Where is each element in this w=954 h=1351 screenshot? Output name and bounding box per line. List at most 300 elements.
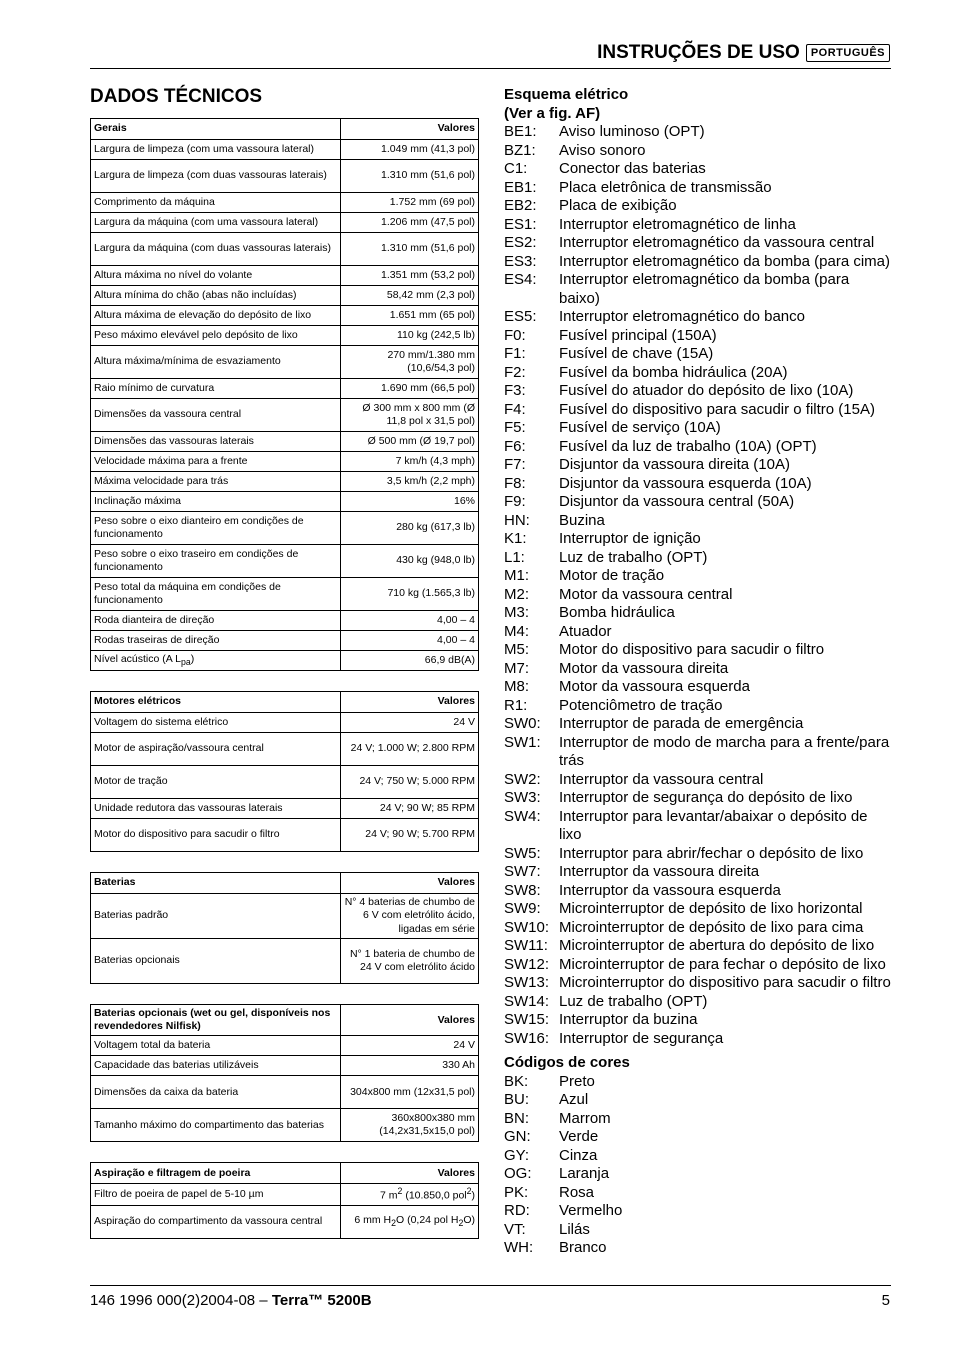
item-code: R1: — [504, 696, 528, 714]
header-rule — [90, 68, 891, 69]
item-description: Disjuntor da vassoura esquerda (10A) — [559, 474, 812, 492]
footer-reference — [90, 1292, 372, 1309]
spec-value: 7 $m^2$ (10.850,0 pol$^2$) — [341, 1184, 479, 1206]
item-description: Disjuntor da vassoura central (50A) — [559, 493, 795, 510]
list-item — [504, 1011, 894, 1030]
footer-rule — [90, 1285, 891, 1286]
item-code: SW14: — [504, 992, 550, 1010]
item-description: Aviso sonoro — [559, 141, 646, 159]
spec-label: Peso sobre o eixo dianteiro em condições de funcionamento — [91, 512, 341, 545]
table-row — [91, 472, 479, 492]
spec-table — [90, 118, 479, 671]
spec-label: Filtro de poeira de papel de 5-10 µm — [91, 1184, 341, 1206]
spec-label: Raio mínimo de curvatura — [91, 379, 341, 399]
spec-label: Rodas traseiras de direção — [91, 631, 341, 651]
list-item — [504, 919, 894, 938]
item-code: SW4: — [504, 807, 541, 825]
item-description: Fusível do dispositivo para sacudir o filtro (15A) — [559, 400, 875, 418]
item-description: Atuador — [559, 622, 612, 640]
list-item — [504, 993, 894, 1012]
spec-value: 16% — [341, 492, 479, 512]
page-header — [90, 40, 890, 66]
spec-value: 1.752 mm (69 pol) — [341, 193, 479, 213]
table-row — [91, 894, 479, 939]
spec-label: Motor do dispositivo para sacudir o filtro — [91, 819, 341, 852]
item-description: Disjuntor da vassoura direita (10A) — [559, 456, 790, 473]
list-item — [504, 604, 894, 623]
table-row — [91, 306, 479, 326]
item-code: ES1: — [504, 215, 537, 233]
table-row — [91, 611, 479, 631]
list-item — [504, 271, 894, 308]
item-description: Interruptor eletromagnético da bomba (para cima) — [559, 252, 890, 270]
item-description: Potenciômetro de tração — [559, 696, 723, 714]
spec-label: Inclinação máxima — [91, 492, 341, 512]
item-code: M1: — [504, 567, 530, 584]
spec-label: Baterias opcionais — [91, 939, 341, 984]
list-item — [504, 845, 894, 864]
list-item — [504, 456, 894, 475]
spec-label: Largura de limpeza (com duas vassouras laterais) — [91, 160, 341, 193]
item-description: Vermelho — [559, 1202, 623, 1219]
list-item — [504, 216, 894, 235]
spec-label: Nível acústico (A $L_{pa}$) — [91, 651, 341, 671]
table-row — [91, 160, 479, 193]
item-code: VT: — [504, 1220, 526, 1238]
spec-value: 3,5 km/h (2,2 mph) — [341, 472, 479, 492]
list-item — [504, 789, 894, 808]
list-item — [504, 1184, 894, 1203]
item-code: SW11: — [504, 937, 548, 954]
item-description: Microinterruptor de para fechar o depósito de lixo — [559, 955, 886, 973]
table-row — [91, 545, 479, 578]
spec-value: 4,00 – 4 — [341, 611, 479, 631]
spec-label: Dimensões das vassouras laterais — [91, 432, 341, 452]
table-row — [91, 452, 479, 472]
spec-value: 66,9 dB(A) — [341, 651, 479, 671]
language-badge: PORTUGUÊS — [806, 44, 890, 62]
spec-label: Dimensões da vassoura central — [91, 399, 341, 432]
list-item — [504, 678, 894, 697]
item-description: Microinterruptor de abertura do depósito de lixo — [559, 937, 875, 954]
item-description: Buzina — [559, 511, 605, 529]
item-description: Luz de trabalho (OPT) — [559, 992, 708, 1010]
table-row — [91, 326, 479, 346]
item-code: PK: — [504, 1183, 529, 1201]
list-item — [504, 493, 894, 512]
spec-label: Aspiração do compartimento da vassoura central — [91, 1205, 341, 1238]
item-description: Lilás — [559, 1220, 590, 1238]
spec-value: 7 km/h (4,3 mph) — [341, 452, 479, 472]
spec-label: Máxima velocidade para trás — [91, 472, 341, 492]
item-description: Interruptor para abrir/fechar o depósito de lixo — [559, 844, 864, 862]
item-code: M5: — [504, 641, 530, 658]
spec-value: 6 mm $H_2O$ (0,24 pol $H_2O$) — [341, 1205, 479, 1238]
item-code: SW15: — [504, 1011, 550, 1028]
table-row — [91, 631, 479, 651]
spec-value: 1.310 mm (51,6 pol) — [341, 233, 479, 266]
list-item — [504, 401, 894, 420]
list-item — [504, 734, 894, 771]
item-description: Preto — [559, 1072, 595, 1090]
list-item — [504, 1030, 894, 1049]
list-item — [504, 549, 894, 568]
spec-table — [90, 872, 479, 984]
item-code: SW9: — [504, 900, 541, 917]
spec-value: 360x800x380 mm (14,2x31,5x15,0 pol) — [341, 1109, 479, 1142]
item-code: BU: — [504, 1091, 530, 1108]
item-description: Motor da vassoura direita — [559, 659, 729, 677]
spec-value: 1.310 mm (51,6 pol) — [341, 160, 479, 193]
spec-value: 1.049 mm (41,3 pol) — [341, 140, 479, 160]
item-code: L1: — [504, 548, 525, 566]
item-description: Laranja — [559, 1165, 610, 1182]
list-item — [504, 660, 894, 679]
table-row — [91, 766, 479, 799]
item-description: Marrom — [559, 1109, 611, 1127]
list-item — [504, 641, 894, 660]
table-header-row — [91, 1163, 479, 1184]
table-row — [91, 492, 479, 512]
item-description: Aviso luminoso (OPT) — [559, 123, 705, 140]
spec-value: 1.351 mm (53,2 pol) — [341, 266, 479, 286]
item-code: EB2: — [504, 197, 537, 214]
spec-value: Ø 500 mm (Ø 19,7 pol) — [341, 432, 479, 452]
spec-value: 430 kg (948,0 lb) — [341, 545, 479, 578]
table-row — [91, 399, 479, 432]
item-description: Branco — [559, 1239, 607, 1256]
list-item — [504, 345, 894, 364]
item-description: Motor de tração — [559, 567, 665, 584]
list-item — [504, 142, 894, 161]
spec-value: 58,42 mm (2,3 pol) — [341, 286, 479, 306]
list-item — [504, 382, 894, 401]
spec-label: Motor de tração — [91, 766, 341, 799]
color-codes-list — [504, 1073, 894, 1258]
item-code: SW8: — [504, 881, 541, 899]
spec-value: Ø 300 mm x 800 mm (Ø 11,8 pol x 31,5 pol) — [341, 399, 479, 432]
item-description: Interruptor da vassoura central — [559, 770, 764, 788]
item-description: Luz de trabalho (OPT) — [559, 548, 708, 566]
item-description: Microinterruptor do dispositivo para sacudir o filtro — [559, 974, 891, 991]
list-item — [504, 1091, 894, 1110]
item-description: Interruptor da buzina — [559, 1011, 698, 1028]
spec-label: Roda dianteira de direção — [91, 611, 341, 631]
table-row — [91, 266, 479, 286]
table-row — [91, 1109, 479, 1142]
color-codes-title: Códigos de cores — [504, 1054, 630, 1071]
item-description: Fusível da bomba hidráulica (20A) — [559, 363, 788, 381]
spec-value: 24 V; 750 W; 5.000 RPM — [341, 766, 479, 799]
item-code: RD: — [504, 1202, 530, 1219]
list-item — [504, 327, 894, 346]
item-code: SW3: — [504, 789, 541, 806]
item-code: M8: — [504, 678, 530, 695]
spec-value: 24 V; 90 W; 5.700 RPM — [341, 819, 479, 852]
list-item — [504, 160, 894, 179]
item-description: Placa de exibição — [559, 197, 677, 214]
list-item — [504, 1128, 894, 1147]
item-description: Bomba hidráulica — [559, 604, 675, 621]
spec-label: Tamanho máximo do compartimento das baterias — [91, 1109, 341, 1142]
table-row — [91, 713, 479, 733]
list-item — [504, 623, 894, 642]
spec-table — [90, 691, 479, 852]
page-number: 5 — [881, 1292, 890, 1309]
item-code: SW7: — [504, 863, 541, 880]
item-description: Rosa — [559, 1183, 595, 1201]
item-code: C1: — [504, 160, 528, 177]
item-description: Fusível da luz de trabalho (10A) (OPT) — [559, 437, 817, 455]
doc-reference: 146 1996 000(2)2004-08 – — [90, 1292, 272, 1309]
spec-value: 304x800 mm (12x31,5 pol) — [341, 1076, 479, 1109]
item-code: F8: — [504, 474, 526, 492]
table-row — [91, 1076, 479, 1109]
item-description: Azul — [559, 1091, 589, 1108]
list-item — [504, 1165, 894, 1184]
schematic-subtitle: (Ver a fig. AF) — [504, 104, 601, 122]
list-item — [504, 197, 894, 216]
item-code: SW2: — [504, 770, 541, 788]
list-item — [504, 974, 894, 993]
item-description: Verde — [559, 1128, 599, 1145]
table-header-values: Valores — [341, 1005, 479, 1036]
table-header-label: Gerais — [91, 119, 341, 140]
item-code: BZ1: — [504, 141, 536, 159]
table-header-values: Valores — [341, 119, 479, 140]
list-item — [504, 586, 894, 605]
spec-table — [90, 1004, 479, 1142]
spec-label: Peso sobre o eixo traseiro em condições de funcionamento — [91, 545, 341, 578]
table-row — [91, 733, 479, 766]
table-header-values: Valores — [341, 873, 479, 894]
item-description: Interruptor da vassoura esquerda — [559, 881, 781, 899]
schematic-list — [504, 123, 894, 1048]
item-code: ES2: — [504, 234, 537, 251]
spec-label: Peso total da máquina em condições de funcionamento — [91, 578, 341, 611]
spec-value: 24 V; 90 W; 85 RPM — [341, 799, 479, 819]
list-item — [504, 882, 894, 901]
item-code: K1: — [504, 530, 527, 547]
table-row — [91, 799, 479, 819]
spec-value: 330 Ah — [341, 1056, 479, 1076]
header-title: INSTRUÇÕES DE USO — [597, 42, 800, 63]
list-item — [504, 771, 894, 790]
item-code: SW0: — [504, 715, 541, 732]
spec-label: Largura de limpeza (com uma vassoura lateral) — [91, 140, 341, 160]
item-code: F5: — [504, 419, 526, 436]
spec-value: 24 V; 1.000 W; 2.800 RPM — [341, 733, 479, 766]
item-code: BN: — [504, 1109, 530, 1127]
item-description: Fusível principal (150A) — [559, 326, 717, 344]
item-code: OG: — [504, 1165, 532, 1182]
item-description: Conector das baterias — [559, 160, 706, 177]
item-code: M3: — [504, 604, 530, 621]
list-item — [504, 1073, 894, 1092]
table-row — [91, 1205, 479, 1238]
list-item — [504, 956, 894, 975]
product-name: Terra™ 5200B — [271, 1292, 372, 1309]
list-item — [504, 1110, 894, 1129]
table-row — [91, 1036, 479, 1056]
item-code: F1: — [504, 345, 526, 362]
list-item — [504, 697, 894, 716]
table-header-label: Baterias — [91, 873, 341, 894]
spec-value: 1.651 mm (65 pol) — [341, 306, 479, 326]
item-description: Interruptor de ignição — [559, 530, 701, 547]
schematic-title: Esquema elétrico — [504, 86, 629, 103]
table-header-row — [91, 1005, 479, 1036]
item-code: BE1: — [504, 123, 537, 140]
list-item — [504, 364, 894, 383]
spec-value: N° 1 bateria de chumbo de 24 V com eletrólito ácido — [341, 939, 479, 984]
item-code: GY: — [504, 1146, 530, 1164]
list-item — [504, 512, 894, 531]
item-code: F4: — [504, 400, 526, 418]
table-header-values: Valores — [341, 1163, 479, 1184]
spec-label: Baterias padrão — [91, 894, 341, 939]
spec-value: 110 kg (242,5 lb) — [341, 326, 479, 346]
list-item — [504, 179, 894, 198]
spec-label: Dimensões da caixa da bateria — [91, 1076, 341, 1109]
spec-label: Comprimento da máquina — [91, 193, 341, 213]
table-row — [91, 651, 479, 671]
table-row — [91, 578, 479, 611]
item-description: Microinterruptor de depósito de lixo para cima — [559, 918, 864, 936]
spec-tables — [90, 118, 478, 1259]
table-row — [91, 140, 479, 160]
item-code: SW5: — [504, 844, 541, 862]
item-description: Fusível de serviço (10A) — [559, 419, 721, 436]
list-item — [504, 715, 894, 734]
item-code: SW10: — [504, 918, 550, 936]
spec-label: Peso máximo elevável pelo depósito de lixo — [91, 326, 341, 346]
item-description: Interruptor eletromagnético da vassoura central — [559, 234, 875, 251]
item-code: GN: — [504, 1128, 531, 1145]
item-code: SW1: — [504, 733, 541, 751]
item-code: ES3: — [504, 252, 537, 270]
spec-label: Voltagem do sistema elétrico — [91, 713, 341, 733]
item-description: Interruptor de parada de emergência — [559, 715, 804, 732]
table-row — [91, 286, 479, 306]
item-code: ES4: — [504, 271, 537, 288]
item-code: HN: — [504, 511, 530, 529]
table-header-values: Valores — [341, 692, 479, 713]
spec-table — [90, 1162, 479, 1239]
table-row — [91, 819, 479, 852]
item-description: Microinterruptor de depósito de lixo horizontal — [559, 900, 863, 917]
list-item — [504, 438, 894, 457]
table-header-label: Motores elétricos — [91, 692, 341, 713]
spec-value: N° 4 baterias de chumbo de 6 V com eletrólito ácido, ligadas em série — [341, 894, 479, 939]
spec-value: 24 V — [341, 1036, 479, 1056]
item-code: F3: — [504, 382, 526, 399]
item-description: Interruptor da vassoura direita — [559, 863, 760, 880]
item-code: WH: — [504, 1239, 534, 1256]
table-row — [91, 346, 479, 379]
list-item — [504, 937, 894, 956]
item-code: F7: — [504, 456, 526, 473]
item-code: F2: — [504, 363, 526, 381]
list-item — [504, 308, 894, 327]
table-header-row — [91, 873, 479, 894]
table-row — [91, 1056, 479, 1076]
list-item — [504, 1239, 894, 1258]
item-description: Cinza — [559, 1146, 598, 1164]
spec-value: 280 kg (617,3 lb) — [341, 512, 479, 545]
item-code: ES5: — [504, 308, 537, 325]
item-description: Motor da vassoura central — [559, 585, 733, 603]
item-code: BK: — [504, 1072, 529, 1090]
item-description: Fusível de chave (15A) — [559, 345, 714, 362]
item-code: F6: — [504, 437, 526, 455]
item-description: Motor do dispositivo para sacudir o filtro — [559, 641, 825, 658]
spec-label: Altura máxima no nível do volante — [91, 266, 341, 286]
spec-value: 4,00 – 4 — [341, 631, 479, 651]
spec-value: 270 mm/1.380 mm (10,6/54,3 pol) — [341, 346, 479, 379]
item-code: SW13: — [504, 974, 550, 991]
item-code: M7: — [504, 659, 530, 677]
spec-label: Unidade redutora das vassouras laterais — [91, 799, 341, 819]
spec-label: Altura máxima de elevação do depósito de lixo — [91, 306, 341, 326]
table-header-label: Aspiração e filtragem de poeira — [91, 1163, 341, 1184]
right-column — [504, 86, 894, 1258]
item-description: Interruptor de modo de marcha para a frente/para trás — [559, 733, 890, 769]
spec-label: Capacidade das baterias utilizáveis — [91, 1056, 341, 1076]
table-row — [91, 512, 479, 545]
list-item — [504, 863, 894, 882]
item-description: Interruptor para levantar/abaixar o depósito de lixo — [559, 807, 868, 843]
item-code: EB1: — [504, 178, 537, 196]
spec-label: Largura da máquina (com duas vassouras laterais) — [91, 233, 341, 266]
section-title: DADOS TÉCNICOS — [90, 86, 263, 107]
list-item — [504, 253, 894, 272]
item-code: SW12: — [504, 955, 550, 973]
spec-label: Altura máxima/mínima de esvaziamento — [91, 346, 341, 379]
item-description: Interruptor eletromagnético do banco — [559, 308, 805, 325]
list-item — [504, 530, 894, 549]
list-item — [504, 123, 894, 142]
spec-label: Motor de aspiração/vassoura central — [91, 733, 341, 766]
list-item — [504, 567, 894, 586]
spec-value: 710 kg (1.565,3 lb) — [341, 578, 479, 611]
list-item — [504, 1221, 894, 1240]
spec-value: 1.690 mm (66,5 pol) — [341, 379, 479, 399]
item-code: F9: — [504, 493, 526, 510]
table-row — [91, 379, 479, 399]
list-item — [504, 808, 894, 845]
table-header-label: Baterias opcionais (wet ou gel, disponíveis nos revendedores Nilfisk) — [91, 1005, 341, 1036]
spec-label: Velocidade máxima para a frente — [91, 452, 341, 472]
item-code: SW16: — [504, 1029, 550, 1047]
item-code: F0: — [504, 326, 526, 344]
item-description: Interruptor eletromagnético de linha — [559, 215, 796, 233]
item-description: Interruptor de segurança — [559, 1029, 724, 1047]
item-description: Interruptor de segurança do depósito de lixo — [559, 789, 853, 806]
spec-label: Altura mínima do chão (abas não incluídas) — [91, 286, 341, 306]
table-row — [91, 939, 479, 984]
list-item — [504, 900, 894, 919]
item-code: M2: — [504, 585, 530, 603]
list-item — [504, 1202, 894, 1221]
table-row — [91, 432, 479, 452]
table-header-row — [91, 692, 479, 713]
item-description: Placa eletrônica de transmissão — [559, 178, 772, 196]
table-row — [91, 193, 479, 213]
item-description: Interruptor eletromagnético da bomba (para baixo) — [559, 271, 850, 307]
spec-value: 1.206 mm (47,5 pol) — [341, 213, 479, 233]
item-description: Motor da vassoura esquerda — [559, 678, 750, 695]
